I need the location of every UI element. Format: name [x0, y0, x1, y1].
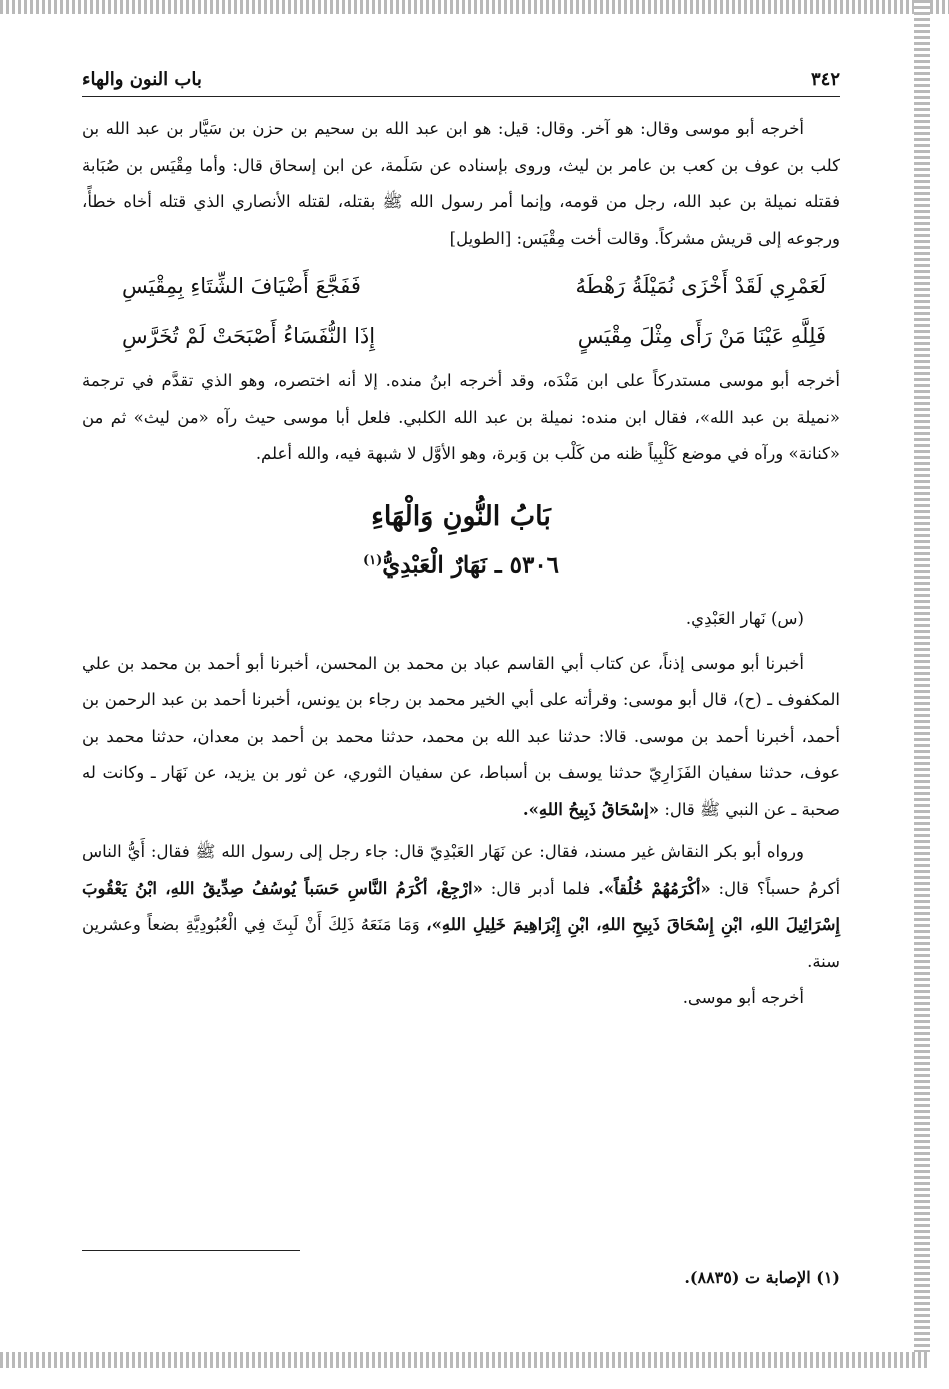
poem-verse [82, 261, 840, 311]
verse-second-half: إِذَا النُّفَسَاءُ أَصْبَحَتْ لَمْ تُخَرَّسِ [122, 324, 376, 348]
entry-body [82, 601, 840, 1017]
poem-verse [82, 311, 840, 361]
page-border-top [0, 0, 949, 14]
page-border-right [914, 0, 930, 1368]
footnote-ref: (١) [362, 552, 383, 568]
narration-text: ورواه أبو بكر النقاش غير مسند، فقال: عن نَهَار العَبْدِيّ قال: جاء رجل إلى رسول الله ﷺ فقال: أَيُّ الناس أكرمُ حسباً؟ قال: [82, 842, 841, 898]
paragraph: أخرجه أبو موسى. [682, 988, 804, 1008]
source-line: (س) نَهار العَبْدِي. [685, 609, 804, 629]
paragraph [82, 834, 840, 980]
hadith-quote: «ارْجِعْ، أكْرَمُ النَّاسِ حَسَباً يُوسُفُ صِدِّيقُ اللهِ، ابْنُ يَعْقُوبَ إِسْرَائِيلَ اللهِ، ابْنِ إِسْحَاقَ ذَبِيحِ اللهِ، ابْنِ إِبْرَاهِيمَ خَلِيلِ اللهِ»، [82, 878, 840, 935]
narration-text: فلما أدبر قال: [490, 878, 591, 898]
hadith-quote: «إسْحَاقُ ذَبِيحُ اللهِ». [522, 799, 660, 819]
isnad-text: أخبرنا أبو موسى إذناً، عن كتاب أبي القاسم عباد بن محمد بن المحسن، أخبرنا أبو أحمد بن محمد بن علي المكفوف ـ (ح)، قال أبو موسى: وقرأته على أبي الخير محمد بن رجاء بن يونس، أخبرنا أحمد بن عبد الرحمن بن أحمد، أخبرنا أحمد بن موسى. قالا: حدثنا عبد الله بن محمد، حدثنا محمد بن أحمد بن معدان، حدثنا محمد بن عوف، حدثنا سفيان الفَزَارِيّ حدثنا يوسف بن أسباط، عن سفيان الثوري، عن ثور بن يزيد، عن نَهَار ـ وكانت له صحبة ـ عن النبي ﷺ قال: [82, 653, 840, 819]
top-text [82, 111, 840, 473]
page-header [82, 62, 840, 97]
paragraph [82, 646, 840, 829]
poem [82, 261, 840, 361]
narration-text: وَمَا مَنَعَهُ ذَلِكَ أَنْ لَبِثَ فِي الْعُبُودِيَّةِ بضعاً وعشرين سنة. [82, 915, 840, 971]
section-title: بَابُ النُّونِ وَالْهَاءِ [371, 500, 551, 532]
verse-first-half: لَعَمْرِي لَقَدْ أَخْزَى نُمَيْلَةُ رَهْطَهُ [575, 274, 826, 298]
footnote: (١) الإصابة ت (٨٨٣٥). [684, 1268, 840, 1287]
entry-title [82, 539, 840, 588]
running-title: باب النون والهاء [82, 68, 202, 90]
entry-title-text: ٥٣٠٦ ـ نَهَارٌ الْعَبْدِيُّ [382, 551, 560, 579]
verse-first-half: فَلِلَّهِ عَيْنَا مَنْ رَأَى مِثْلَ مِقْيَسٍ [577, 324, 826, 348]
paragraph: أخرجه أبو موسى وقال: هو آخر. وقال: قيل: هو ابن عبد الله بن سحيم بن حزن بن سَيَّار بن عبد الله بن كلب بن عوف بن كعب بن عامر بن ليث، وروى بإسناده عن سَلَمة، عن ابن إسحاق قال: وأما مِقْيَس بن صُبَابة فقتله نميلة بن عبد الله، رجل من قومه، وإنما أمر رسول الله ﷺ بقتله، لقتله الأنصاري الذي قتله أخاه خطأً، ورجوعه إلى قريش مشركاً. وقالت أخت مِقْيَس: [الطويل] [82, 119, 840, 248]
book-page [82, 62, 840, 1352]
hadith-quote: «أكْرَمُهُمْ خُلُقاً». [598, 878, 711, 898]
page-number: ٣٤٢ [810, 68, 840, 90]
footnote-separator [82, 1250, 300, 1251]
paragraph: أخرجه أبو موسى مستدركاً على ابن مَنْدَه، وقد أخرجه ابنُ منده. إلا أنه اختصره، وهو الذي تقدَّم في ترجمة «نميلة بن عبد الله»، فقال ابن منده: نميلة بن عبد الله الكلبي. فلعل أبا موسى حيث رآه «من ليث» ثم من «كنانة» ورآه في موضع كَلْبِياً ظنه من كَلْب بن وَبرة، وهو الأوَّل لا شبهة فيه، والله أعلم. [82, 371, 840, 463]
verse-second-half: فَفَجَّعَ أَضْيَافَ الشِّتَاءِ بِمِقْيَسِ [122, 274, 361, 298]
page-border-bottom [0, 1352, 930, 1368]
